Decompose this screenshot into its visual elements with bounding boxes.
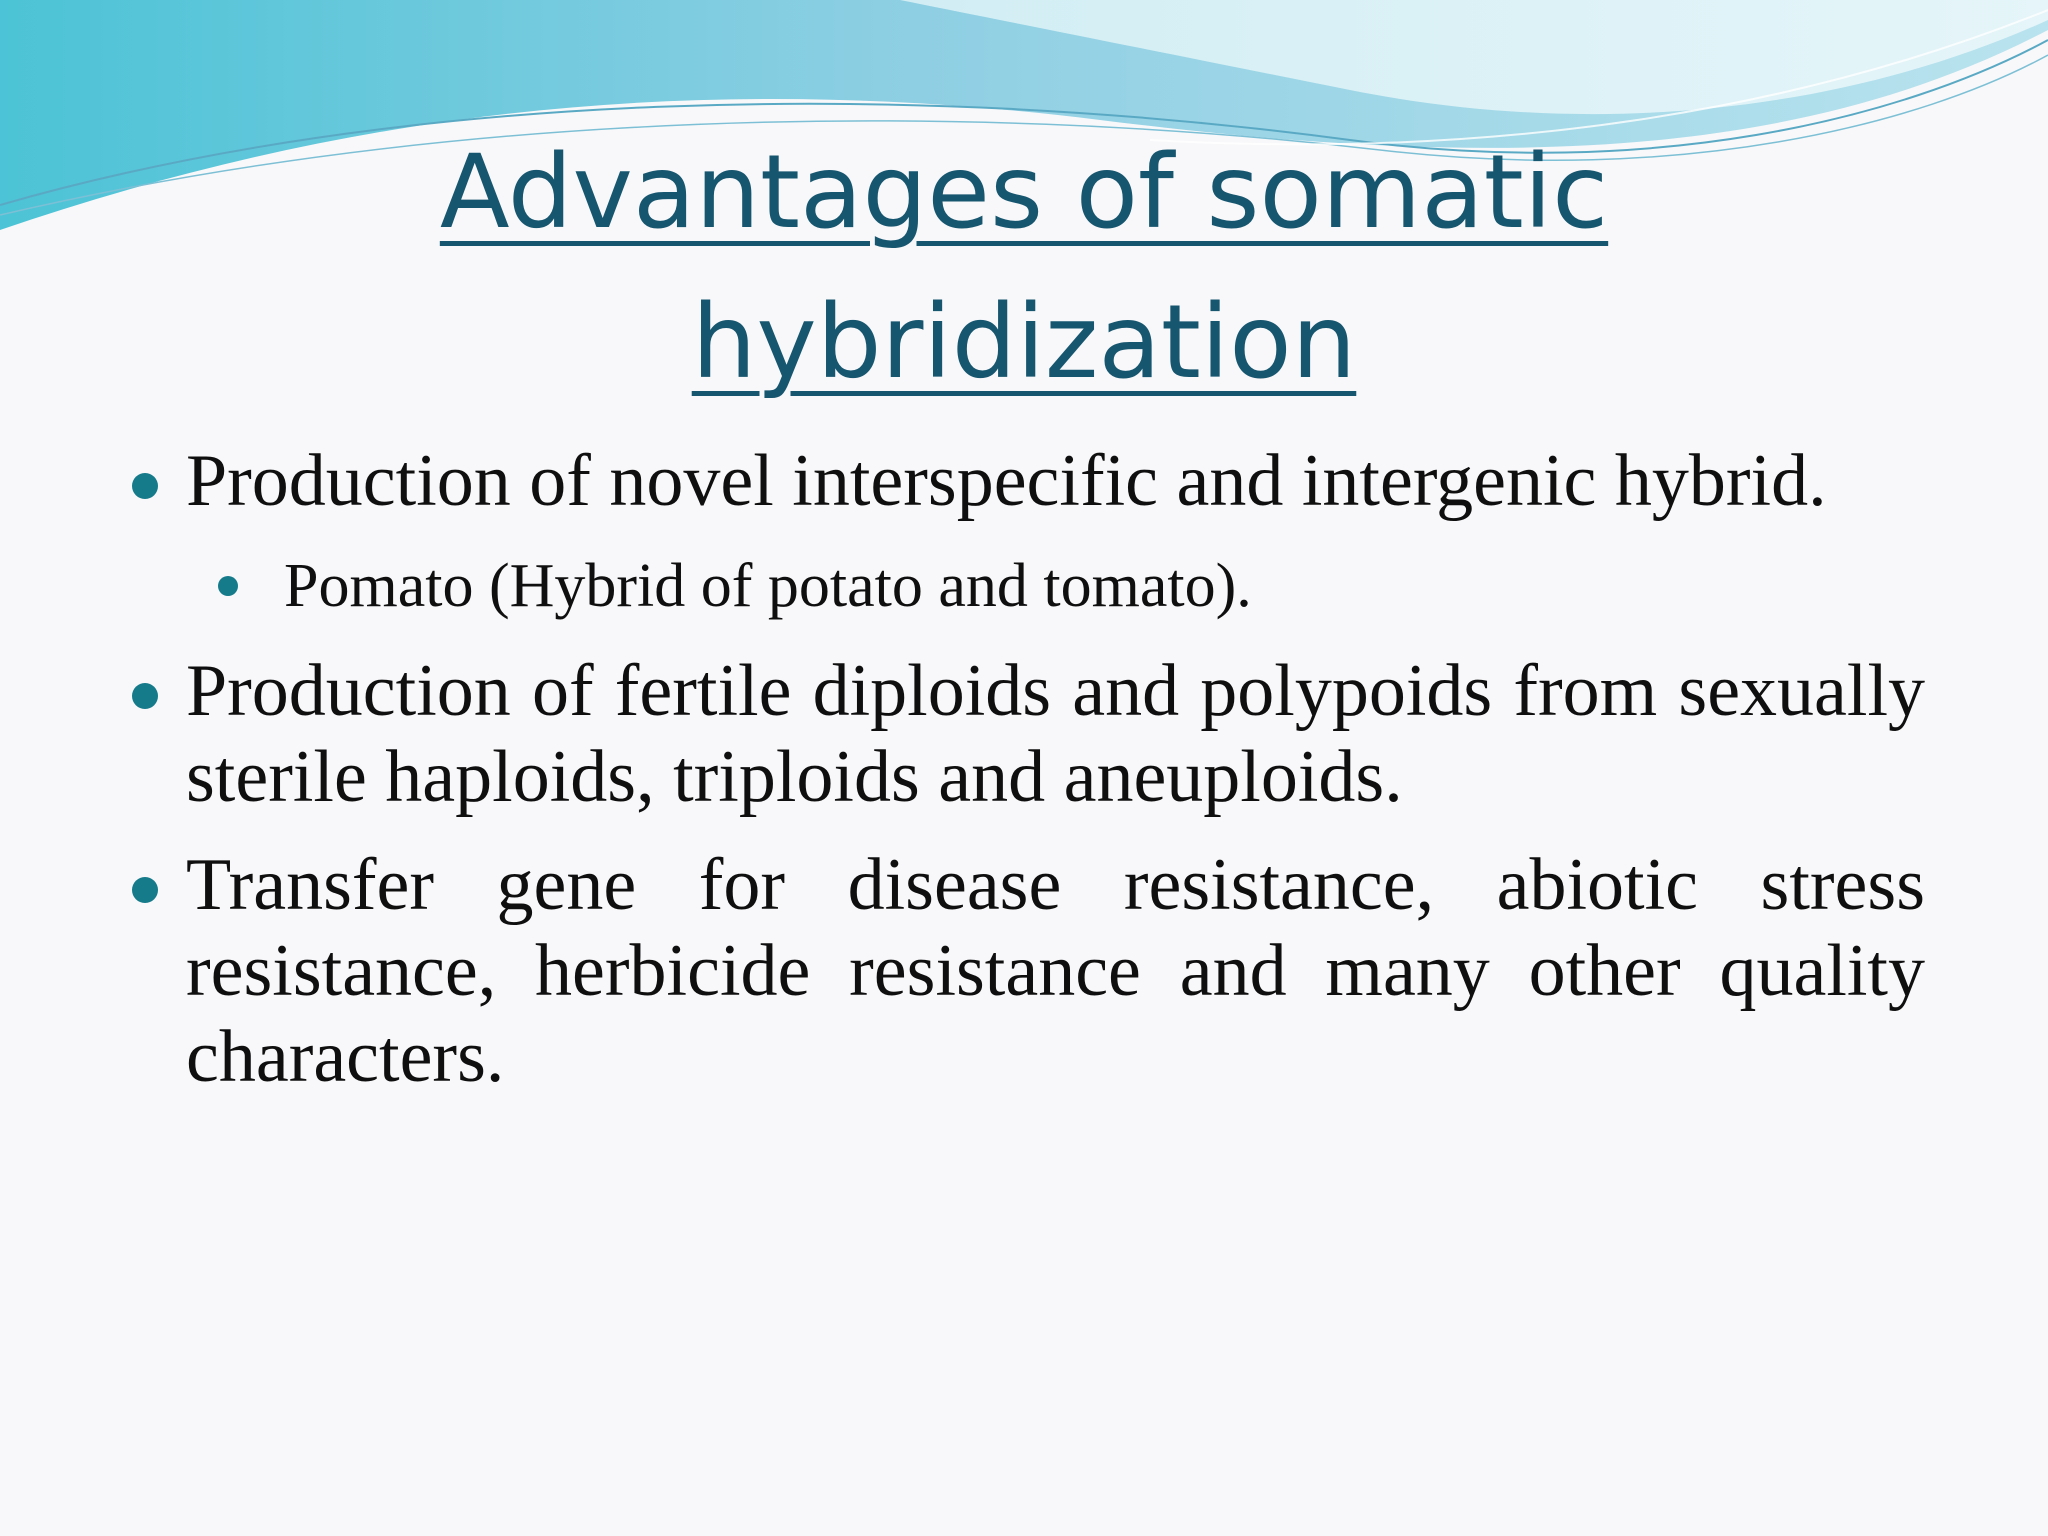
slide-title-line-1: Advantages of somatic: [439, 133, 1609, 252]
bullet-text: Transfer gene for disease resistance, abiotic stress resistance, herbicide resistance and many other quality characters.: [186, 844, 1925, 1098]
bullet-item: [130, 648, 1925, 820]
slide-title-line-2: hybridization: [691, 283, 1357, 402]
sub-bullet-item: [130, 546, 1925, 626]
slide-title: [0, 118, 2048, 418]
bullet-item: [130, 438, 1925, 524]
bullet-item: [130, 842, 1925, 1100]
bullet-dot-icon: [132, 877, 158, 903]
sub-bullet-dot-icon: [218, 576, 238, 596]
slide-content: [130, 438, 1925, 1122]
bullet-dot-icon: [132, 683, 158, 709]
bullet-text: Production of novel interspecific and intergenic hybrid.: [186, 440, 1827, 522]
bullet-text: Production of fertile diploids and polypoids from sexually sterile haploids, triploids and aneuploids.: [186, 650, 1925, 818]
sub-bullet-text: Pomato (Hybrid of potato and tomato).: [284, 552, 1252, 620]
bullet-dot-icon: [132, 473, 158, 499]
